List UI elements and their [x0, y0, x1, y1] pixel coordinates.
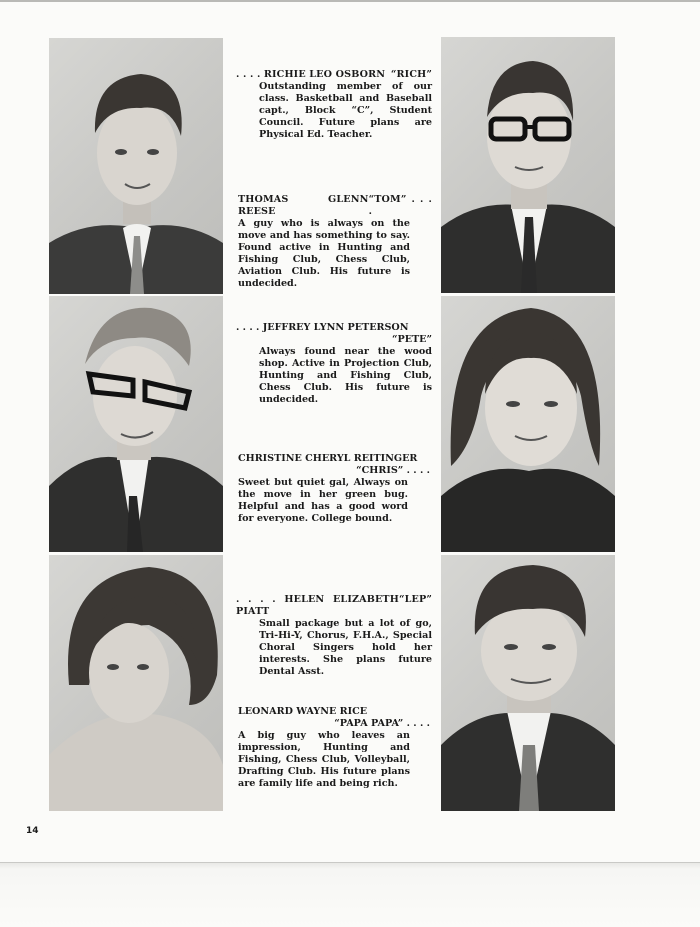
portrait-christine-reitinger	[441, 296, 615, 552]
top-rule	[0, 0, 700, 2]
bio-leonard-rice	[238, 706, 430, 790]
student-name: . . . . RICHIE LEO OSBORN	[236, 69, 386, 80]
portrait-jeffrey-peterson	[49, 296, 223, 552]
portrait-leonard-rice	[441, 555, 615, 811]
student-nickname: “LEP”	[398, 594, 432, 605]
page-number: 14	[26, 826, 39, 836]
student-bio: Always found near the wood shop. Active in Projection Club, Hunting and Fishing Club, Chess Club. His future is undecided.	[259, 346, 432, 405]
portrait-thomas-reese	[441, 37, 615, 293]
student-bio: Sweet but quiet gal, Always on the move in her green bug. Helpful and has a good word for everyone. College bound.	[238, 477, 408, 524]
student-nickname: “RICH”	[390, 69, 432, 80]
bio-jeffrey-peterson	[236, 322, 432, 406]
bio-thomas-reese	[238, 194, 432, 290]
student-bio: Small package but a lot of go, Tri-Hi-Y, Chorus, F.H.A., Special Choral Singers hold her interests. She plans future Dental Asst.	[259, 618, 432, 677]
student-bio: Outstanding member of our class. Basketball and Baseball capt., Block “C”, Student Council. Future plans are Physical Ed. Teacher.	[259, 81, 432, 140]
student-bio: A guy who is always on the move and has something to say. Found active in Hunting and Fishing Club, Chess Club, Aviation Club. His future is undecided.	[238, 218, 410, 289]
student-name: . . . . HELEN ELIZABETH PIATT	[236, 594, 399, 617]
student-nickname: “TOM” . . . .	[368, 194, 432, 217]
bio-helen-piatt	[236, 594, 432, 678]
bio-christine-reitinger	[238, 453, 430, 525]
student-name: . . . . JEFFREY LYNN PETERSON	[236, 322, 409, 333]
student-name: THOMAS GLENN REESE	[238, 194, 369, 217]
portrait-richie-osborn	[49, 38, 223, 294]
bio-richie-osborn	[236, 69, 432, 141]
student-bio: A big guy who leaves an impression, Hunting and Fishing, Chess Club, Volleyball, Drafting Club. His future plans are family life and being rich.	[238, 730, 410, 789]
portrait-helen-piatt	[49, 555, 223, 811]
student-name: CHRISTINE CHERYL REITINGER	[238, 453, 418, 464]
student-nickname: “CHRIS” . . . .	[356, 465, 430, 476]
page-bottom-edge	[0, 862, 700, 927]
student-nickname: “PAPA PAPA” . . . .	[334, 718, 430, 729]
student-nickname: “PETE”	[391, 334, 432, 345]
student-name: LEONARD WAYNE RICE	[238, 706, 368, 717]
